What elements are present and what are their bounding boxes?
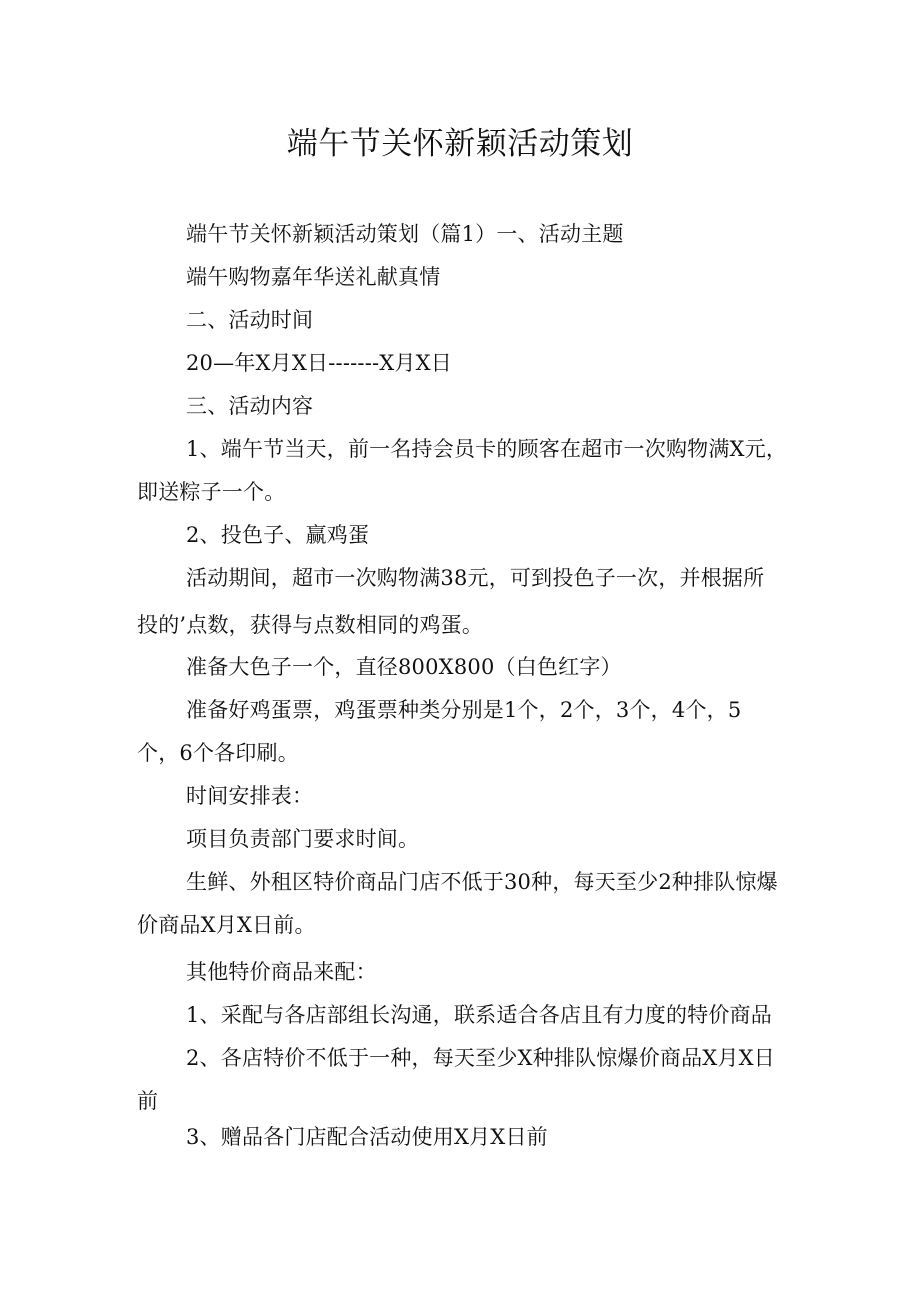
paragraph-line: 时间安排表： xyxy=(186,784,314,808)
paragraph-line: 即送粽子一个。 xyxy=(137,480,286,504)
paragraph-line: 项目负责部门要求时间。 xyxy=(186,827,420,851)
paragraph-line: 活动期间，超市一次购物满38元，可到投色子一次，并根据所 xyxy=(186,566,765,590)
paragraph-line: 3、赠品各门店配合活动使用X月X日前 xyxy=(186,1125,548,1149)
paragraph-line: 前 xyxy=(137,1089,159,1113)
section-heading: 二、活动时间 xyxy=(186,308,314,332)
paragraph-line: 端午购物嘉年华送礼献真情 xyxy=(186,265,441,289)
paragraph-line: 准备大色子一个，直径800X800（白色红字） xyxy=(186,655,622,679)
paragraph-line: 2、投色子、赢鸡蛋 xyxy=(186,523,370,547)
paragraph-line: 其他特价商品来配： xyxy=(186,960,377,984)
document-title: 端午节关怀新颖活动策划 xyxy=(286,126,634,162)
paragraph-line: 1、采配与各店部组长沟通，联系适合各店且有力度的特价商品 xyxy=(186,1003,772,1027)
paragraph-line: 生鲜、外租区特价商品门店不低于30种，每天至少2种排队惊爆 xyxy=(186,870,778,894)
paragraph-line: 投的’点数，获得与点数相同的鸡蛋。 xyxy=(137,613,484,637)
paragraph-line: 准备好鸡蛋票，鸡蛋票种类分别是1个，2个，3个，4个，5 xyxy=(186,698,742,722)
paragraph-line: 端午节关怀新颖活动策划（篇1）一、活动主题 xyxy=(186,222,624,246)
paragraph-line: 个，6个各印刷。 xyxy=(137,741,299,765)
paragraph-line: 2、各店特价不低于一种，每天至少X种排队惊爆价商品X月X日 xyxy=(186,1046,776,1070)
section-heading: 三、活动内容 xyxy=(186,394,314,418)
paragraph-line: 价商品X月X日前。 xyxy=(137,913,316,937)
paragraph-line: 20—年X月X日-------X月X日 xyxy=(186,351,452,375)
paragraph-line: 1、端午节当天，前一名持会员卡的顾客在超市一次购物满X元， xyxy=(186,437,788,461)
